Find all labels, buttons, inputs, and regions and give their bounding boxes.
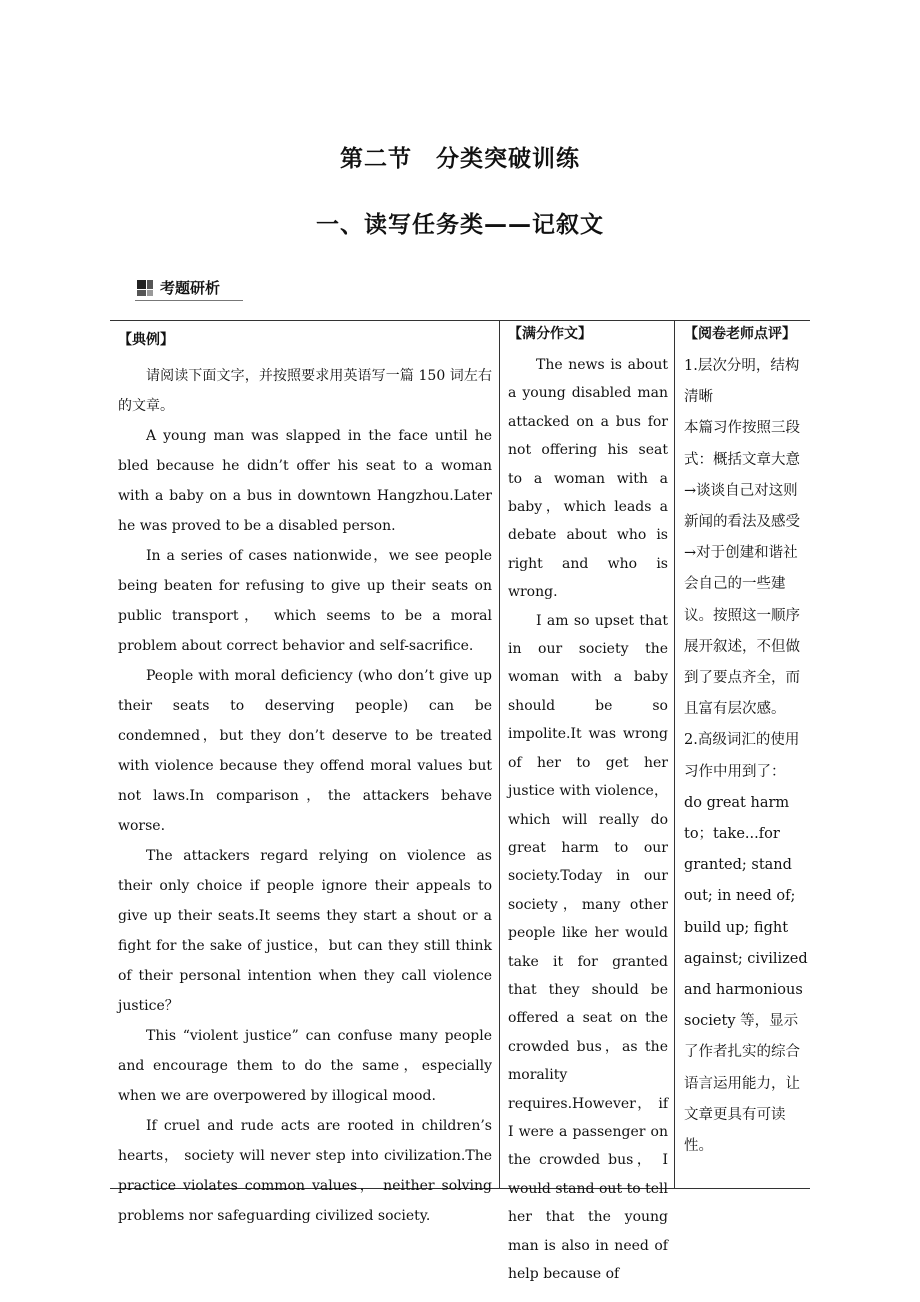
model-essay-column	[499, 321, 674, 1282]
teacher-comment-column	[674, 321, 810, 1188]
comment-text: do great harm to；take...for granted; stand out; in need of; build up; fight against; civilized and harmonious society 等，显示了作者扎实的综合语言运用能力，让文章更具有可读性。	[684, 794, 808, 1155]
comment-text: 本篇习作按照三段式：概括文章大意→谈谈自己对这则新闻的看法及感受→对于创建和谐社会自己的一些建议。按照这一顺序展开叙述，不但做到了要点齐全，而且富有层次感。	[684, 420, 800, 718]
page-title: 第二节 分类突破训练	[340, 146, 580, 172]
example-paragraph: The attackers regard relying on violence as their only choice if people ignore their appeals to give up their seats.It seems they start a shout or a fight for the sake of justice，but can they still think of their personal intention when they call violence justice？	[118, 848, 492, 1014]
section-title: 一、读写任务类——记叙文	[316, 212, 604, 238]
example-paragraph: In a series of cases nationwide，we see people being beaten for refusing to give up their seats on public transport， which seems to be a moral problem about correct behavior and self-sacrifice.	[118, 548, 492, 654]
essay-paragraph: I am so upset that in our society the woman with a baby should be so impolite.It was wrong of her to get her justice with violence， which will really do great harm to our society.Today in our society，many other people like her would take it for granted that they should be offered a seat on the crowded bus，as the morality requires.However， if I were a passenger on the crowded bus， I would stand out to tell her that the young man is also in need of help because of	[508, 612, 668, 1282]
example-paragraph: A young man was slapped in the face until he bled because he didn’t offer his seat to a woman with a baby on a bus in downtown Hangzhou.Later he was proved to be a disabled person.	[118, 428, 492, 534]
badge-label: 考题研析	[160, 279, 221, 297]
example-paragraph: If cruel and rude acts are rooted in children’s hearts， society will never step into civilization.The practice violates common values， neither solving problems nor safeguarding civilized society.	[118, 1118, 492, 1224]
grid-block-icon	[137, 280, 153, 296]
example-paragraph: People with moral deficiency (who don’t give up their seats to deserving people) can be condemned，but they don’t deserve to be treated with violence because they offend moral values but not laws.In comparison，the attackers behave worse.	[118, 668, 492, 834]
content-table	[110, 320, 810, 1282]
example-paragraph: This “violent justice” can confuse many people and encourage them to do the same，especially when we are overpowered by illogical mood.	[118, 1028, 492, 1104]
comment-text: 习作中用到了：	[684, 763, 786, 780]
example-column	[110, 321, 499, 1224]
section-badge	[137, 277, 220, 298]
example-heading: 【典例】	[118, 332, 174, 348]
teacher-comment-heading: 【阅卷老师点评】	[684, 326, 796, 342]
essay-paragraph: The news is about a young disabled man attacked on a bus for not offering his seat to a woman with a baby，which leads a debate about who is right and who is wrong.	[508, 357, 668, 601]
model-essay-heading: 【满分作文】	[508, 326, 592, 342]
comment-point: 2.高级词汇的使用	[684, 732, 800, 749]
comment-point: 1.层次分明，结构清晰	[684, 358, 800, 406]
example-paragraph: 请阅读下面文字，并按照要求用英语写一篇 150 词左右的文章。	[118, 368, 492, 414]
badge-underline	[135, 300, 243, 301]
